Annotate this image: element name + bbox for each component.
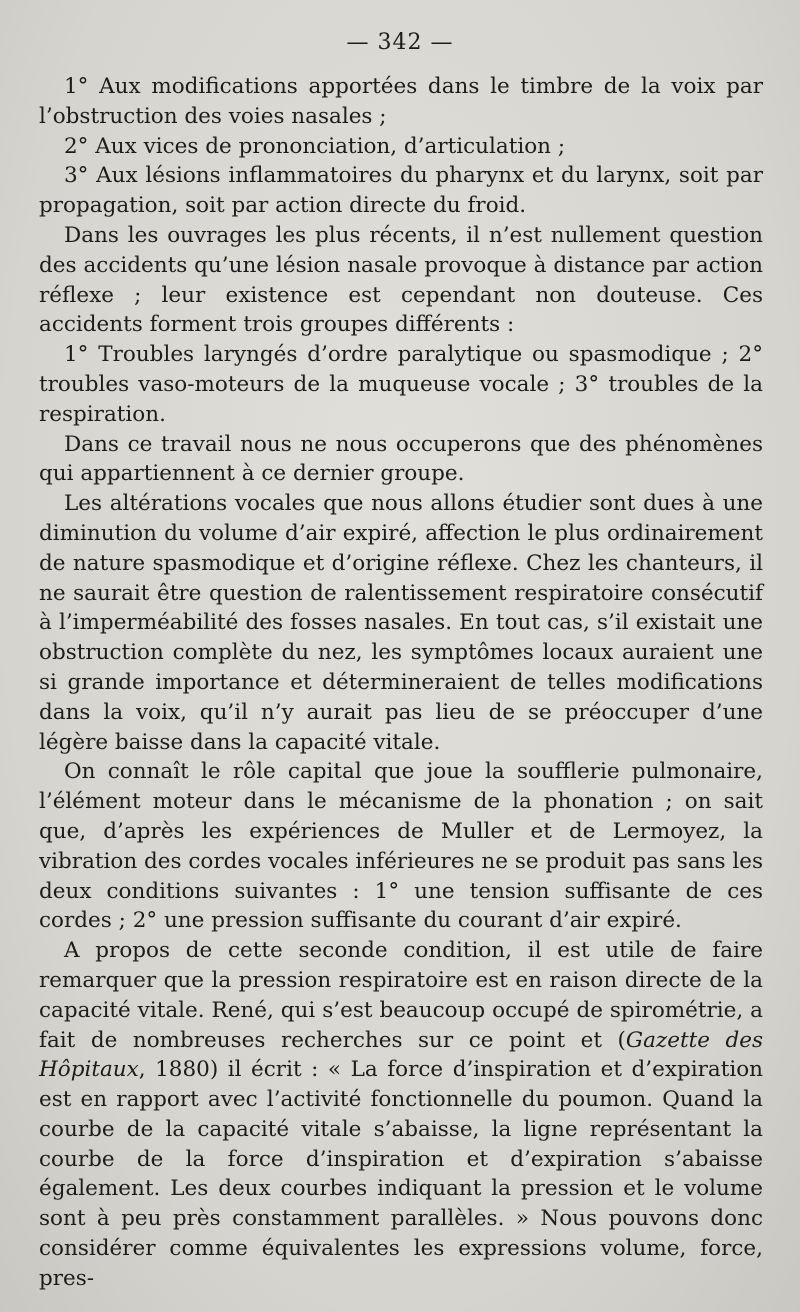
journal-title: Gazette des Hôpitaux (39, 1027, 764, 1083)
text-segment: A propos de cette seconde condition, il est utile de faire remarquer que la pression respiratoire est en raison directe de la capacité vitale. René, qui s’est beaucoup occupé de spirométrie, a fait de nombreuses recherches sur ce point et ( (39, 938, 763, 1053)
body-text (39, 72, 763, 1294)
paragraph: 1° Troubles laryngés d’ordre paralytique ou spasmodique ; 2° troubles vaso-moteurs de la muqueuse vocale ; 3° troubles de la respiration. (39, 342, 763, 427)
paragraph: Dans ce travail nous ne nous occuperons que des phénomènes qui appartiennent à ce dernier groupe. (39, 431, 763, 487)
paragraph: On connaît le rôle capital que joue la soufflerie pulmonaire, l’élément moteur dans le mécanisme de la phonation ; on sait que, d’après les expériences de Muller et de Lermoyez, la vibration des cordes vocales inférieures ne se produit pas sans les deux conditions suivantes : 1° une tension suffisante de ces cordes ; 2° une pression suffisante du courant d’air expiré. (39, 759, 763, 934)
paragraph: 3° Aux lésions inflammatoires du pharynx et du larynx, soit par propagation, soit par action directe du froid. (39, 163, 763, 219)
paragraph: Les altérations vocales que nous allons étudier sont dues à une diminution du volume d’air expiré, affection le plus ordinairement de nature spasmodique et d’origine réflexe. Chez les chanteurs, il ne saurait être question de ralentissement respiratoire consécutif à l’imperméabilité des fosses nasales. En tout cas, s’il existait une obstruction complète du nez, les symptômes locaux auraient une si grande importance et détermineraient de telles modifications dans la voix, qu’il n’y aurait pas lieu de se préoccuper d’une légère baisse dans la capacité vitale. (39, 491, 763, 755)
paragraph-last (39, 936, 763, 1294)
text-segment: , 1880) il écrit : « La force d’inspiration et d’expiration est en rapport avec l’activité fonctionnelle du poumon. Quand la courbe de la capacité vitale s’abaisse, la ligne représentant la courbe de la force d’inspiration et d’expiration s’abaisse également. Les deux courbes indiquant la pression et le volume sont à peu près constamment parallèles. » Nous pouvons donc considérer comme équivalentes les expressions volume, force, pres- (39, 1057, 763, 1291)
page-number: — 342 — (346, 30, 454, 55)
paragraph: 1° Aux modifications apportées dans le timbre de la voix par l’obstruction des voies nasales ; (39, 74, 763, 129)
paragraph: 2° Aux vices de prononciation, d’articulation ; (64, 133, 566, 159)
paragraph: Dans les ouvrages les plus récents, il n’est nullement question des accidents qu’une lésion nasale provoque à distance par action réflexe ; leur existence est cependant non douteuse. Ces accidents forment trois groupes différents : (39, 222, 763, 338)
